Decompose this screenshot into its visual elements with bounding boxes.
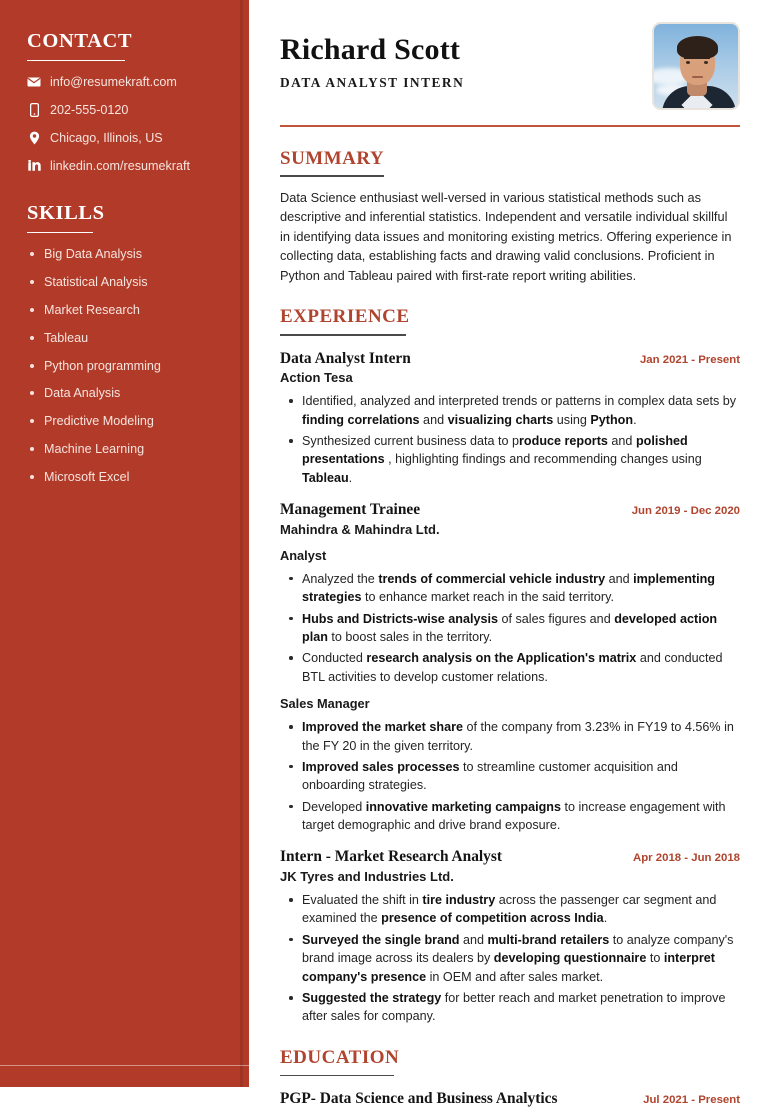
experience-role: Intern - Market Research Analyst [280, 848, 502, 866]
experience-date: Apr 2018 - Jun 2018 [633, 852, 740, 865]
linkedin-icon [27, 158, 41, 174]
summary-heading-rule [280, 175, 384, 177]
bullet-item: Developed innovative marketing campaigns to increase engagement with target demographic and drive brand exposure. [302, 798, 740, 835]
contact-heading: CONTACT [27, 30, 133, 52]
eyebrow-shape [701, 57, 710, 59]
experience-role: Management Trainee [280, 501, 421, 519]
avatar [652, 22, 740, 110]
phone-icon [27, 102, 41, 118]
contact-phone-text: 202-555-0120 [50, 103, 129, 118]
experience-entry-head [280, 848, 740, 866]
skills-heading-rule [27, 232, 93, 234]
page-title: Richard Scott [280, 33, 461, 66]
experience-subrole-title: Analyst [280, 547, 327, 563]
skills-section [27, 202, 227, 485]
summary-section [280, 149, 740, 286]
contact-location-text: Chicago, Illinois, US [50, 131, 163, 146]
experience-entry [280, 848, 740, 1025]
skill-item: Machine Learning [27, 441, 227, 457]
education-date: Jul 2021 - Present [643, 1094, 740, 1107]
contact-email[interactable] [27, 74, 227, 91]
education-entry [280, 1089, 740, 1109]
experience-heading: EXPERIENCE [280, 306, 410, 328]
experience-bullets [280, 570, 740, 686]
header-divider [280, 125, 740, 127]
bullet-item: Analyzed the trends of commercial vehicle industry and implementing strategies to enhance market reach in the said territory. [302, 570, 740, 607]
resume-header [280, 22, 740, 110]
main-content [249, 0, 768, 1108]
eye-shape [704, 61, 708, 64]
bullet-item: Identified, analyzed and interpreted trends or patterns in complex data sets by finding correlations and visualizing charts using Python. [302, 392, 740, 429]
experience-heading-rule [280, 334, 406, 336]
summary-heading: SUMMARY [280, 147, 385, 169]
experience-company: Action Tesa [280, 370, 353, 386]
envelope-icon [27, 74, 41, 90]
bullet-item: Hubs and Districts-wise analysis of sales figures and developed action plan to boost sales in the territory. [302, 610, 740, 647]
eye-shape [686, 61, 690, 64]
experience-bullets [280, 392, 740, 487]
skill-item: Market Research [27, 302, 227, 318]
page-break-line [0, 1065, 249, 1066]
bullet-item: Conducted research analysis on the Application's matrix and conducted BTL activities to develop customer relations. [302, 649, 740, 686]
bullet-item: Improved sales processes to streamline customer acquisition and onboarding strategies. [302, 758, 740, 795]
header-text-block [280, 22, 464, 91]
contact-location[interactable] [27, 130, 227, 147]
bullet-item: Suggested the strategy for better reach and market penetration to improve after sales for company. [302, 989, 740, 1026]
sidebar [0, 0, 249, 1087]
skill-item: Microsoft Excel [27, 469, 227, 485]
bullet-item: Improved the market share of the company from 3.23% in FY19 to 4.56% in the FY 20 in the given territory. [302, 718, 740, 755]
experience-company: JK Tyres and Industries Ltd. [280, 868, 454, 884]
experience-date: Jan 2021 - Present [639, 353, 740, 366]
skills-heading: SKILLS [27, 202, 105, 225]
education-section [280, 1048, 740, 1109]
skill-item: Tableau [27, 330, 227, 346]
skills-list [27, 246, 227, 485]
skill-item: Data Analysis [27, 385, 227, 401]
bullet-item: Evaluated the shift in tire industry across the passenger car segment and examined the presence of competition across India. [302, 891, 740, 928]
experience-bullets [280, 891, 740, 1026]
experience-section [280, 307, 740, 1026]
contact-linkedin[interactable] [27, 158, 227, 175]
map-pin-icon [27, 130, 41, 146]
skill-item: Big Data Analysis [27, 246, 227, 262]
summary-text: Data Science enthusiast well-versed in various statistical methods such as descriptive and inferential statistics. Independent and versatile individual skillful in identifying data issues and monitoring existing metrics. Offering experience in collecting data, establishing facts and drawing valid conclusions. Proficient in Python and Tableau paired with first-rate report writing abilities. [280, 189, 732, 283]
mouth-shape [692, 76, 703, 78]
experience-role: Data Analyst Intern [280, 349, 411, 367]
education-degree: PGP- Data Science and Business Analytics [280, 1090, 558, 1108]
eyebrow-shape [684, 57, 693, 59]
education-entry-head [280, 1089, 740, 1109]
bullet-item: Surveyed the single brand and multi-brand retailers to analyze company's brand image across its dealers by developing questionnaire to interpret company's presence in OEM and after sales market. [302, 931, 740, 986]
contact-phone[interactable] [27, 102, 227, 119]
experience-date: Jun 2019 - Dec 2020 [631, 505, 740, 518]
contact-list [27, 74, 227, 175]
experience-company: Mahindra & Mahindra Ltd. [280, 521, 440, 537]
education-heading: EDUCATION [280, 1046, 400, 1068]
experience-entry-head [280, 501, 740, 519]
experience-entry-head [280, 350, 740, 368]
education-heading-rule [280, 1075, 394, 1077]
contact-email-text: info@resumekraft.com [50, 75, 177, 90]
contact-linkedin-text: linkedin.com/resumekraft [50, 159, 190, 174]
contact-section [27, 30, 227, 175]
experience-subrole-title: Sales Manager [280, 696, 370, 712]
contact-heading-rule [27, 60, 125, 62]
experience-bullets [280, 718, 740, 834]
skill-item: Statistical Analysis [27, 274, 227, 290]
experience-entry [280, 350, 740, 488]
skill-item: Python programming [27, 358, 227, 374]
bullet-item: Synthesized current business data to produce reports and polished presentations , highlighting findings and recommending changes using Tableau. [302, 432, 740, 487]
skill-item: Predictive Modeling [27, 413, 227, 429]
hair-shape [677, 36, 718, 59]
experience-entry [280, 501, 740, 834]
header-job-title: DATA ANALYST INTERN [280, 75, 465, 90]
